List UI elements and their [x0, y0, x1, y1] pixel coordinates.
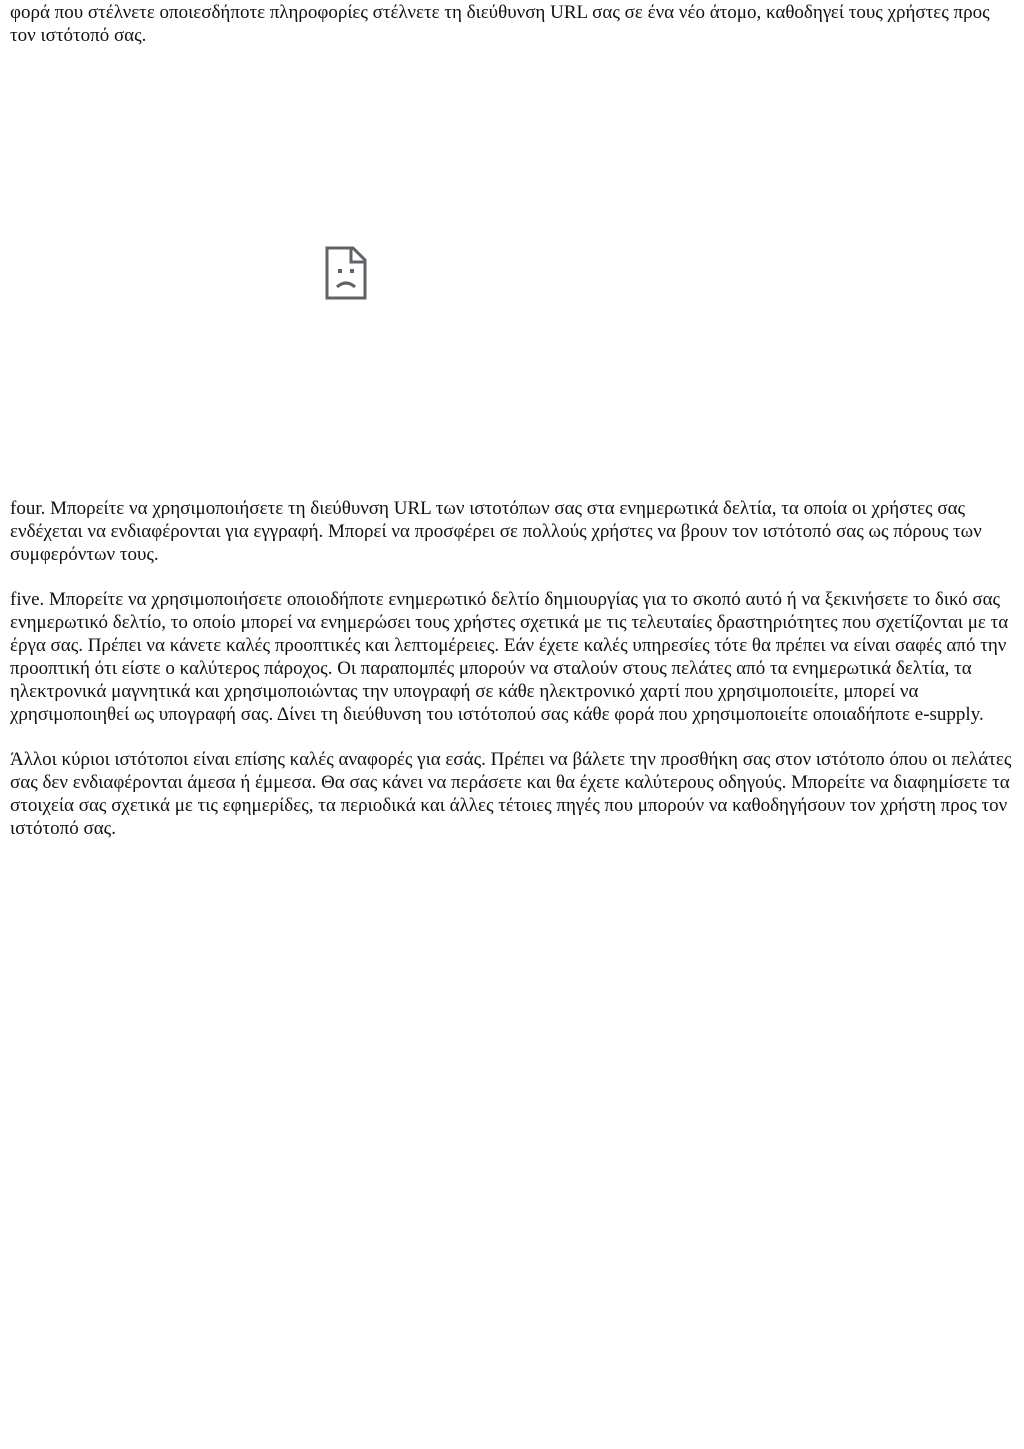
paragraph-five: five. Μπορείτε να χρησιμοποιήσετε οποιοδήποτε ενημερωτικό δελτίο δημιουργίας για το σκοπό αυτό ή να ξεκινήσετε το δικό σας ενημερωτικό δελτίο, το οποίο μπορεί να ενημερώσει τους χρήστες σχετικά με τις τελευταίες δραστηριότητες που σχετίζονται με τα έργα σας. Πρέπει να κάνετε καλές προοπτικές και λεπτομέρειες. Εάν έχετε καλές υπηρεσίες τότε θα πρέπει να είναι σαφές από την προοπτική ότι είστε ο καλύτερος πάροχος. Οι παραπομπές μπορούν να σταλούν στους πελάτες από τα ενημερωτικά δελτία, τα ηλεκτρονικά μαγνητικά και χρησιμοποιώντας την υπογραφή σε κάθε ηλεκτρονικό χαρτί που χρησιμοποιείτε, μπορεί να χρησιμοποιηθεί ως υπογραφή σας. Δίνει τη διεύθυνση του ιστότοπού σας κάθε φορά που χρησιμοποιείτε οποιαδήποτε e-supply. — [10, 589, 1009, 725]
article-body — [0, 1, 1024, 840]
embedded-image-placeholder — [10, 69, 682, 477]
paragraph-others: Άλλοι κύριοι ιστότοποι είναι επίσης καλές αναφορές για εσάς. Πρέπει να βάλετε την προσθήκη σας στον ιστότοπο όπου οι πελάτες σας δεν ενδιαφέρονται άμεσα ή έμμεσα. Θα σας κάνει να περάσετε και θα έχετε καλύτερους οδηγούς. Μπορείτε να διαφημίσετε τα στοιχεία σας σχετικά με τις εφημερίδες, τα περιοδικά και άλλες τέτοιες πηγές που μπορούν να καθοδηγήσουν τον χρήστη προς τον ιστότοπό σας. — [10, 749, 1012, 839]
broken-image-icon — [325, 246, 367, 300]
paragraph-four: four. Μπορείτε να χρησιμοποιήσετε τη διεύθυνση URL των ιστοτόπων σας στα ενημερωτικά δελτία, τα οποία οι χρήστες σας ενδέχεται να ενδιαφέρονται για εγγραφή. Μπορεί να προσφέρει σε πολλούς χρήστες να βρουν τον ιστότοπό σας ως πόρους των συμφερόντων τους. — [10, 498, 982, 565]
paragraph-intro: φορά που στέλνετε οποιεσδήποτε πληροφορίες στέλνετε τη διεύθυνση URL σας σε ένα νέο άτομο, καθοδηγεί τους χρήστες προς τον ιστότοπό σας. — [10, 2, 990, 46]
